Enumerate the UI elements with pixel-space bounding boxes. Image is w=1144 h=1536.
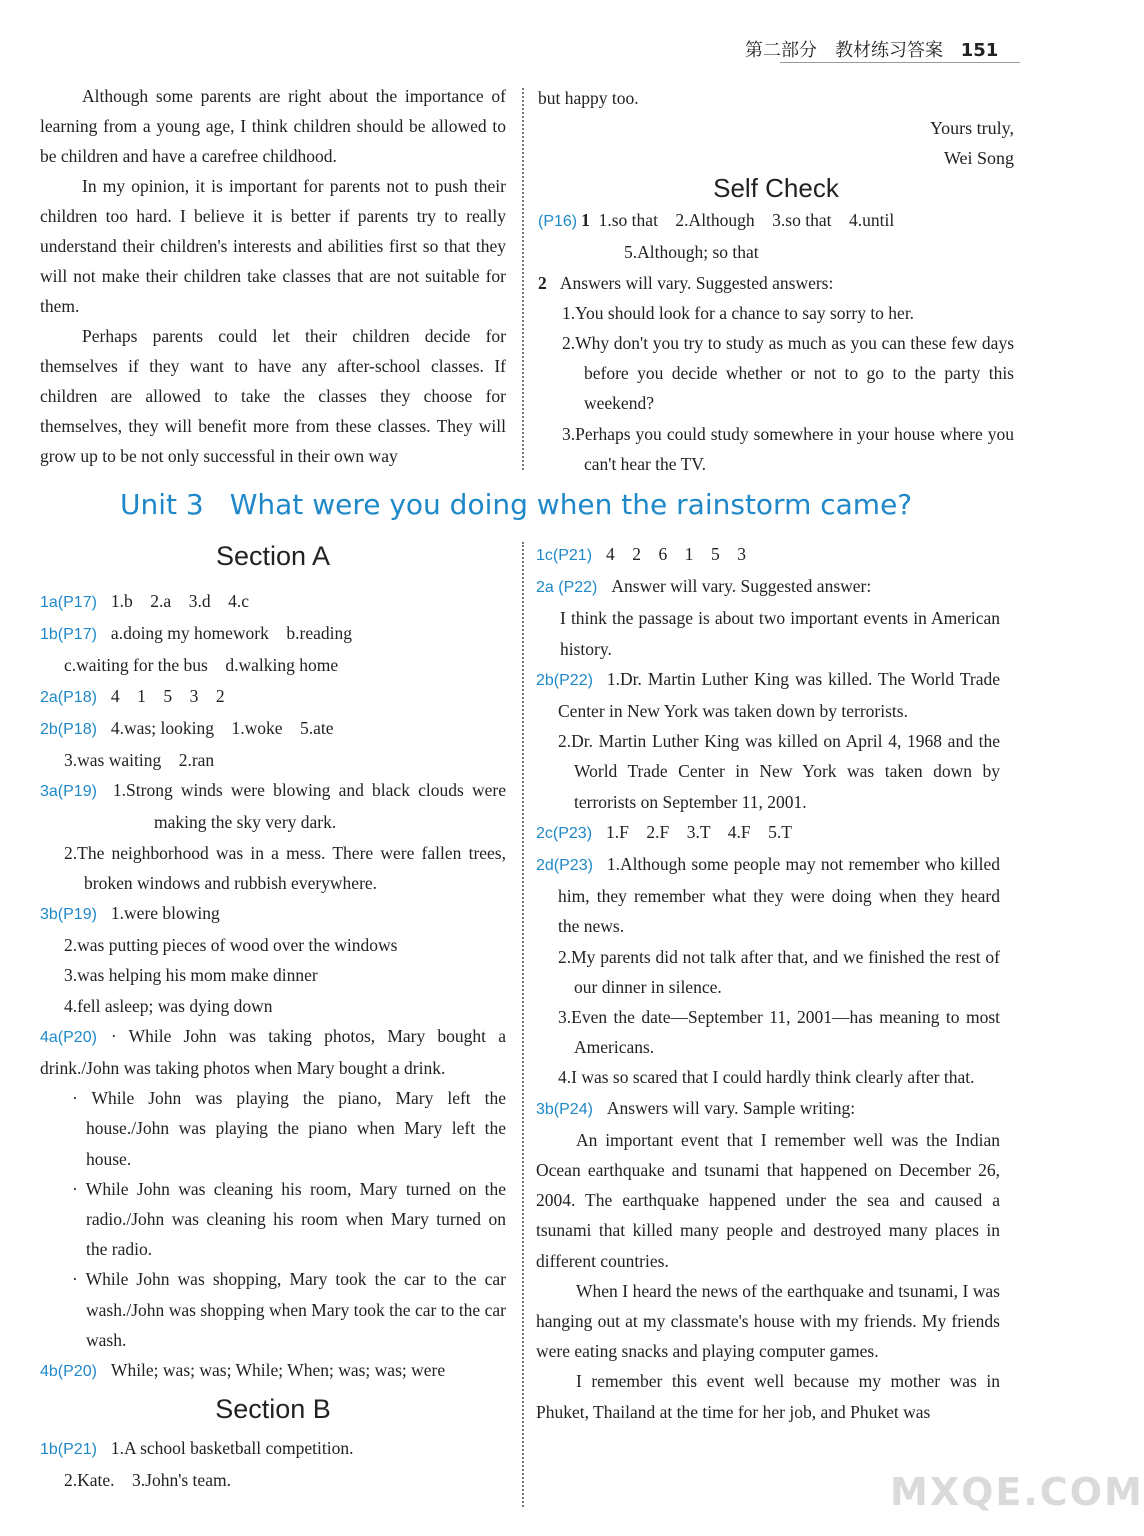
section-right-column: [536, 539, 1000, 1427]
section-a-title: Section A: [215, 541, 331, 571]
answer-text: I think the passage is about two important events in American history.: [560, 608, 1000, 659]
answer-text: 5.Although; so that: [624, 242, 759, 263]
section-b-title: Section B: [215, 1394, 331, 1425]
exercise-3a: [40, 775, 506, 837]
answer-text: a.doing my homework b.reading: [110, 623, 352, 644]
answer-text: 3.was waiting 2.ran: [64, 750, 215, 771]
column-divider-bottom: [522, 542, 524, 1507]
exercise-label: 2a (P22): [536, 579, 598, 597]
essay-paragraph: When I heard the news of the earthquake and tsunami, I was hanging out at my classmate's house with my friends. My friends were eating snacks and playing computer games.: [536, 1280, 1000, 1362]
exercise-2b: [536, 664, 1000, 726]
answer-text: 4 1 5 3 2: [110, 685, 225, 706]
exercise-label: 2b(P18): [40, 720, 97, 738]
exercise-2b: [40, 713, 506, 745]
answer-text: 2.was putting pieces of wood over the windows: [64, 935, 398, 956]
answer-text: c.waiting for the bus d.walking home: [64, 655, 339, 676]
header-rule: [780, 62, 1020, 63]
answer-item: · While John was shopping, Mary took the car to the car wash./John was shopping when Mary took the car to the car wash.: [72, 1269, 506, 1350]
section-a-column: [40, 536, 506, 1496]
answer-text: 4.was; looking 1.woke 5.ate: [110, 717, 334, 738]
answer-item: · While John was cleaning his room, Mary turned on the radio./John was cleaning his room when Mary turned on the radio.: [72, 1178, 506, 1260]
exercise-1b: [40, 618, 506, 650]
header-section: 第二部分 教材练习答案: [745, 40, 943, 61]
self-check-q2: [538, 268, 1014, 298]
exercise-label: 3b(P24): [536, 1100, 593, 1118]
answer-text: 2.My parents did not talk after that, and we finished the rest of our dinner in silence.: [558, 946, 1000, 997]
exercise-label: 1b(P21): [40, 1441, 97, 1459]
answer-text: Answer will vary. Suggested answer:: [611, 576, 872, 597]
letter-closing: Yours truly,: [929, 118, 1014, 139]
answer-item: 1.You should look for a chance to say sorry to her.: [562, 302, 915, 323]
exercise-label: 4b(P20): [40, 1363, 97, 1381]
answer-text: 1.Strong winds were blowing and black clouds were making the sky very dark.: [112, 780, 506, 833]
answer-text: 2.Dr. Martin Luther King was killed on April 4, 1968 and the World Trade Center in New York was taken down by terrorists on September 11, 2001.: [558, 731, 1000, 812]
question-number: 1: [581, 210, 590, 231]
exercise-label: (P16): [538, 213, 578, 231]
exercise-label: 4a(P20): [40, 1028, 97, 1046]
answer-text: 3.was helping his mom make dinner: [64, 965, 318, 986]
essay-right: [538, 83, 1014, 479]
essay-paragraph: Perhaps parents could let their children decide for themselves if they want to have any after-school classes. If children are allowed to take the classes they choose for themselves, they will benefit more from these classes. They will grow up to be not only successful in their own way: [40, 326, 506, 466]
answer-text: Answers will vary. Sample writing:: [606, 1097, 856, 1118]
page-number: 151: [960, 40, 999, 61]
essay-continuation: but happy too.: [538, 88, 639, 108]
exercise-label: 3b(P19): [40, 906, 97, 924]
exercise-b-1b: [40, 1433, 506, 1465]
answer-text: 1.Although some people may not remember who killed him, they remember what they were doing when they heard the news.: [558, 854, 1000, 937]
exercise-label: 3a(P19): [40, 783, 97, 801]
answer-text: 1.so that 2.Although 3.so that 4.until: [598, 210, 895, 231]
answer-text: 2.Kate. 3.John's team.: [64, 1470, 231, 1491]
exercise-1a: [40, 586, 506, 618]
exercise-label: 1a(P17): [40, 594, 97, 611]
exercise-label: 2c(P23): [536, 824, 593, 842]
exercise-2a: [536, 571, 1000, 603]
answer-text: Answers will vary. Suggested answers:: [559, 272, 834, 293]
exercise-label: 1b(P17): [40, 626, 97, 644]
running-header: [745, 36, 998, 62]
answer-item: 2.Why don't you try to study as much as you can these few days before you decide whether or not to go to the party this weekend?: [562, 333, 1014, 414]
exercise-label: 1c(P21): [536, 547, 593, 564]
watermark: MXQE.COM: [890, 1470, 1144, 1514]
exercise-2a: [40, 681, 506, 713]
answer-text: 4.fell asleep; was dying down: [64, 995, 273, 1016]
answer-item: · While John was playing the piano, Mary left the house./John was playing the piano when Mary left the house.: [72, 1088, 506, 1169]
answer-text: 1.F 2.F 3.T 4.F 5.T: [606, 821, 792, 842]
answer-item: 3.Perhaps you could study somewhere in your house where you can't hear the TV.: [562, 423, 1014, 474]
exercise-label: 2a(P18): [40, 688, 97, 706]
unit-title: What were you doing when the rainstorm came?: [229, 488, 913, 521]
essay-left: [40, 81, 506, 471]
answer-text: 1.Dr. Martin Luther King was killed. The World Trade Center in New York was taken down by terrorists.: [558, 668, 1000, 722]
question-number: 2: [538, 272, 547, 293]
answer-text: 1.were blowing: [110, 903, 220, 924]
answer-text: 4.I was so scared that I could hardly think clearly after that.: [558, 1067, 975, 1088]
self-check-title: Self Check: [713, 173, 839, 204]
essay-paragraph: Although some parents are right about the importance of learning from a young age, I think children should be allowed to be children and have a carefree childhood.: [40, 86, 506, 166]
exercise-4a: [40, 1021, 506, 1083]
answer-text: · While John was taking photos, Mary bought a drink./John was taking photos when Mary bought a drink.: [40, 1025, 506, 1079]
exercise-label: 2b(P22): [536, 671, 593, 689]
exercise-1c: [536, 539, 1000, 571]
answer-text: 1.A school basketball competition.: [110, 1438, 354, 1459]
column-divider-top: [522, 88, 524, 470]
answer-text: 4 2 6 1 5 3: [606, 544, 747, 564]
exercise-3b: [536, 1093, 1000, 1125]
letter-signature: Wei Song: [943, 148, 1014, 169]
essay-paragraph: I remember this event well because my mother was in Phuket, Thailand at the time for her job, and Phuket was: [536, 1371, 1000, 1422]
essay-paragraph: In my opinion, it is important for parents not to push their children too hard. I believe it is better if parents try to really understand their children's interests and abilities first so that they will not make their children take classes that are not suitable for them.: [40, 176, 506, 316]
exercise-3b: [40, 898, 506, 930]
unit-number: Unit 3: [120, 488, 204, 521]
exercise-2d: [536, 849, 1000, 942]
self-check-q1: [538, 205, 1014, 237]
exercise-2c: [536, 817, 1000, 849]
answer-text: 2.The neighborhood was in a mess. There were fallen trees, broken windows and rubbish everywhere.: [64, 842, 506, 893]
exercise-4b: [40, 1355, 506, 1387]
essay-paragraph: An important event that I remember well was the Indian Ocean earthquake and tsunami that happened on December 26, 2004. The earthquake happened under the sea and caused a tsunami that killed many people and destroyed many places in different countries.: [536, 1129, 1000, 1271]
unit-heading: [120, 488, 912, 521]
answer-text: 1.b 2.a 3.d 4.c: [110, 591, 249, 611]
exercise-label: 2d(P23): [536, 857, 593, 875]
answer-text: 3.Even the date—September 11, 2001—has meaning to most Americans.: [558, 1007, 1000, 1058]
answer-text: While; was; was; While; When; was; was; were: [110, 1360, 446, 1381]
